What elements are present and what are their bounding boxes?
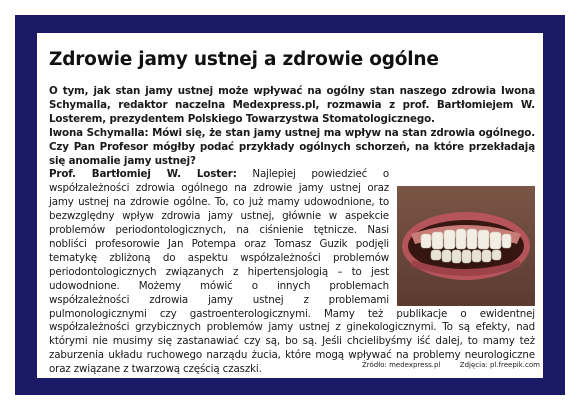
article-frame xyxy=(15,15,565,395)
article-panel xyxy=(37,33,543,378)
article-lead: O tym, jak stan jamy ustnej może wpływać na ogólny stan naszego zdrowia Iwona Schymalla, redaktor naczelna Medexpress.pl, rozmawia z prof. Bartłomiejem W. Losterem, prezydentem Polskiego Towarzystwa Stomatologicznego. xyxy=(49,85,535,125)
photo-credit-caption: Zdjęcia: pl.freepik.com xyxy=(459,361,540,369)
article-body xyxy=(49,85,535,377)
answer-speaker: Prof. Bartłomiej W. Loster: xyxy=(49,168,237,181)
teeth-photo xyxy=(397,186,535,306)
answer-text: Najlepiej powiedzieć o współzależności zdrowia ogólnego na zdrowie jamy ustnej oraz jamy ustnej na zdrowie ogólne. To, co już mamy udowodnione, to bezwzględny wpływ zdrowia jamy ustnej, głównie w aspekcie problemów periodontologicznych, na ciśnienie tętnicze. Nasi nobliści profesorowie Jan Potempa oraz Tomasz Guzik podjęli tematykę zbliżoną do aspektu współzależności problemów periodontologicznych związanych z hipertensjologią – to jest udowodnione. Możemy mówić o innych problemach współzależności zdrowia jamy ustnej z problemami pulmonologicznymi czy gastroenterologicznymi. Mamy też publikacje o ewidentnej współzależności grzybicznych problemów jamy ustnej z ginekologicznymi. To są efekty, nad którymi nie musimy się zastanawiać czy są, bo są. Jeśli chcielibyśmy iść dalej, to mamy też zaburzenia układu ruchowego narządu żucia, które mogą wpływać na problemy neurologiczne oraz związane z twarzową częścią czaszki. xyxy=(49,168,535,376)
captions xyxy=(362,361,542,373)
article-title: Zdrowie jamy ustnej a zdrowie ogólne xyxy=(49,49,439,70)
interview-answer xyxy=(49,168,535,377)
interview-question: Iwona Schymalla: Mówi się, że stan jamy ustnej ma wpływ na stan zdrowia ogólnego. Czy Pan Profesor mógłby podać przykłady ogólnych schorzeń, na które przekładają się anomalie jamy ustnej? xyxy=(49,126,535,167)
source-caption: Źródło: medexpress.pl xyxy=(362,361,441,369)
